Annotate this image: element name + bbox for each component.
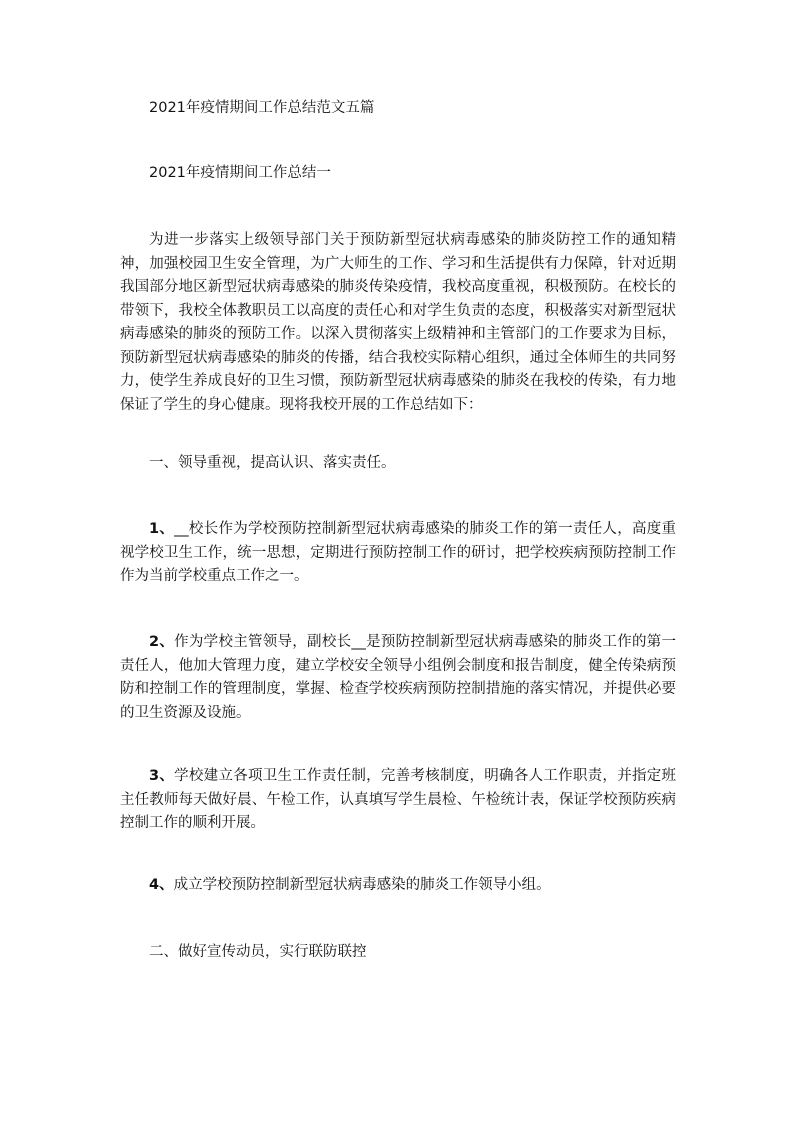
- list-item-text: __校长作为学校预防控制新型冠状病毒感染的肺炎工作的第一责任人，高度重视学校卫生工作，统一思想，定期进行预防控制工作的研讨，把学校疾病预防控制工作作为当前学校重点工作之一。: [120, 521, 677, 584]
- list-item-text: 成立学校预防控制新型冠状病毒感染的肺炎工作领导小组。: [173, 877, 551, 893]
- document-subtitle: 2021年疫情期间工作总结一: [149, 165, 331, 181]
- list-item-number: 2、: [149, 634, 175, 650]
- intro-paragraph: 为进一步落实上级领导部门关于预防新型冠状病毒感染的肺炎防控工作的通知精神，加强校园卫生安全管理，为广大师生的工作、学习和生活提供有力保障，针对近期我国部分地区新型冠状病毒感染的肺炎传染疫情，我校高度重视，积极预防。在校长的带领下，我校全体教职员工以高度的责任心和对学生负责的态度，积极落实对新型冠状病毒感染的肺炎的预防工作。以深入贯彻落实上级精神和主管部门的工作要求为目标，预防新型冠状病毒感染的肺炎的传播，结合我校实际精心组织，通过全体师生的共同努力，使学生养成良好的卫生习惯，预防新型冠状病毒感染的肺炎在我校的传染，有力地保证了学生的身心健康。现将我校开展的工作总结如下：: [120, 232, 676, 413]
- list-item-3: [120, 765, 676, 836]
- section-heading-1: 一、领导重视，提高认识、落实责任。: [149, 455, 396, 471]
- section-heading-2: 二、做好宣传动员，实行联防联控: [149, 944, 367, 960]
- list-item-number: 4、: [149, 877, 174, 893]
- list-item-text: 作为学校主管领导，副校长__是预防控制新型冠状病毒感染的肺炎工作的第一责任人，他加大管理力度，建立学校安全领导小组例会制度和报告制度，健全传染病预防和控制工作的管理制度，掌握、检查学校疾病预防控制措施的落实情况，并提供必要的卫生资源及设施。: [120, 634, 677, 721]
- document-title: 2021年疫情期间工作总结范文五篇: [149, 100, 375, 116]
- list-item-1: [120, 518, 676, 589]
- list-item-4: [120, 874, 676, 898]
- list-item-2: [120, 631, 676, 725]
- list-item-number: 1、: [149, 521, 175, 537]
- list-item-text: 学校建立各项卫生工作责任制，完善考核制度，明确各人工作职责，并指定班主任教师每天做好晨、午检工作，认真填写学生晨检、午检统计表，保证学校预防疾病控制工作的顺利开展。: [120, 768, 677, 831]
- list-item-number: 3、: [149, 768, 175, 784]
